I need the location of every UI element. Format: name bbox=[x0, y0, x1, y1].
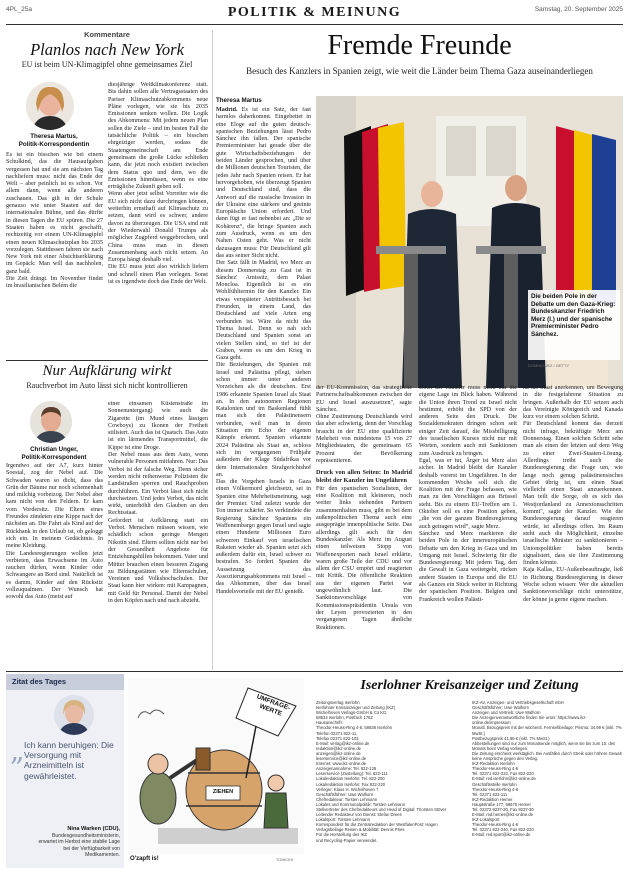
quote-author: Nina Warken (CDU), bbox=[67, 826, 120, 832]
column-separator bbox=[212, 30, 213, 670]
quote-kicker: Zitat des Tages bbox=[12, 677, 67, 686]
commentary-divider bbox=[6, 360, 208, 361]
lead-text-col3: Doch der Kanzler muss nicht nur die eigene Lage im Blick haben. Während die Union ihren Trend zu Israel nicht bestimmt, erhöht die SPD von der anderen Seite den Druck. Die Sozialdemokraten dringen schon seit einiger Zeit darauf, die Missbilligung des israelischen Kurses nicht nur mit Worten, sondern auch mit Sanktionen zum Ausdruck zu bringen. Egal, was er tut, Ärger ist Merz also sicher. In Madrid bleibt der Kanzler deshalb vorerst im Ungefähren. In der kommenden Woche soll sich die Koalition mit der Frage befassen, wie man zu den Vorschlägen aus Brüssel steht. Bis zu einem EU-Treffen am 1. Oktober soll es eine Position geben, „die von der ganzen Bundesregierung auch getragen wird“, sagte Merz. Sánchez und Merz markieren die beiden Pole in der innereuropäischen Debatte um den Krieg in Gaza und im Umgang mit Israel. Schwierig für die Bundesregierung: Mit jedem Tag, den die Gewalt in Gaza weitergeht, rücken andere Staaten in Europa und die EU als Ganzes ein Stück weiter in Richtung der spanischen Position. Belgien und Frankreich wollen Palästi- bbox=[419, 385, 517, 603]
photo-credit: DOMINGUEZ / GETTY bbox=[528, 363, 570, 368]
commentary2-headline: Nur Aufklärung wirkt bbox=[42, 363, 172, 379]
quote-author-desc: Bundesgesundheitsministerin, erwartet im Herbst eine stabile Lage bei der Verfügbarkeit von Medikamenten. bbox=[38, 833, 120, 858]
photo-caption-box bbox=[528, 290, 620, 360]
lead-dateline: Madrid. bbox=[216, 107, 238, 113]
lead-subhead: Besuch des Kanzlers in Spanien zeigt, wie weit die Länder beim Thema Gaza auseinanderliegen bbox=[246, 66, 593, 76]
commentary1-text-col2: diesjährige Weltklimakonferenz statt. Bis dahin sollen alle Vertragsstaaten des Pariser Klimaschutzabkommens neue Pläne vorlegen, wie sie bis 2035 Emissionen senken wollen. Die Logik des Abkommens: Mit jedem neuen Plan sollen die Ziele – und im besten Fall die tatsächliche Politik – ein bisschen ehrgeiziger werden, sodass die Staatengemeinschaft am Ende gemeinsam die große Lücke schließen kann, die jetzt noch existiert zwischen dem Status quo und dem, wo die Emissionen hinmüssen, wenn es eine erträgliche Zukunft geben soll. Wenn aber jetzt selbst Vorreiter wie die EU sich nicht dazu durchringen können, weiterhin ernsthaft auf Klimaschutz zu setzen, dann wird es schwer, andere davon zu überzeugen. Die USA sind mit der Wiederwahl Donald Trumps als möglicher Zugpferd weggebrochen, und China muss man in diesen Zusammenhang auch nicht setzen. An Europa hängt deshalb viel. Die EU muss jetzt also wirklich liefern und schnell einen Plan vorlegen. Sonst ist es irgendwie doch das Ende der Welt. bbox=[108, 82, 208, 286]
lead-intertitle: Druck von allen Seiten: In Madrid bleibt der Kanzler im Ungefähren bbox=[316, 469, 412, 484]
impressum-masthead: Iserlohner Kreisanzeiger und Zeitung bbox=[360, 678, 579, 693]
impressum-col2: IKZ-AV, Anzeigen- und Vertriebsgesellschaft mbH Geschäftsführer: Uwe Walhorn Anzeigen und Vertrieb: Uwe Walhorn Die Anzeigenverantwortliche finden Sie unter: https://www.ikz-online.de/impressum Monatl. Bezugspreis mit der wöchentl. Fernsehbeilage: Prisma: 34,99 € (inkl. 7% MwSt.) Postbezugspreis 41,99 € (inkl. 7% MwSt.) Abbestellungen sind nur zum Monatsende möglich, wenn sie bis zum 10. des Monats beim Verlag vorliegen. Die Zeitung erscheint werktäglich. Bei Ausfällen durch Streik oder höhere Gewalt keine Ansprüche gegen den Verlag. IKZ-Redaktion Iserlohn Theodor-Heuss-Ring 4-6 Tel. 02371 822-222, Fax 822-220 E-Mail: red.iserlohn@ikz-online.de Geschäftsstelle Iserlohn Theodor-Heuss-Ring 4-6 Tel. 02371 822-111 IKZ-Redaktion Hemer Hauptstraße 177, 58675 Hemer Tel. 02372 9237-20, Fax 9237-30 E-Mail: red.hemer@ikz-online.de IKZ-Lokalsport Theodor-Heuss-Ring 4-6 Tel. 02371 822-240, Fax 822-220 E-Mail: red.sport@ikz-online.de bbox=[472, 700, 622, 838]
bottom-section-rule bbox=[6, 671, 623, 672]
impressum-col1: Zeitungsverlag Iserlohn Iserlohner Kreisanzeiger und Zeitung (IKZ) Wichelhoven Verlags-GmbH & Co KG, 58634 Iserlohn, Postfach 1762 Hausanschrift: Theodor-Heuss-Ring 4-6, 58636 Iserlohn Telefon 02371 822-11, Telefax 02371 822-102 E-Mail: verlag@ikz-online.de redaktion@ikz-online.de anzeigen@ikz-online.de leserservice@ikz-online.de Internet: www.ikz-online.de Anzeigenannahme: Tel. 822-126 Leserservice (Zustellung): Tel. 822-111 Lokalredaktion Iserlohn: Tel. 822-200 Lokalredaktion Iserlohn: Fax 822-220 Verleger: Klaus H. Wichelhoven † Geschäftsführer: Uwe Walhorn Chefredakteur: Torsten Lehmann Lokales und Kommunalpolitik: Torsten Lehmann Stellvertreter des Chefredakteurs und Head of Digital: Thorsten Stöver Leitender Redakteur von Dienst: Stefan Drees Lokalsport: Torsten Lehmann Korrespondent für die Zentralredaktion der WestfalenPost: Hagen Verlagsbeilage Reisen & Mobilität: Dennis Pries Für die Herstellung des IKZ und Recycling-Papier verwendet. bbox=[316, 700, 447, 843]
lead-text-col2-b: Für den spanischen Sozialisten, der eine Koalition mit kleineren, noch weiter links stehenden Partnern zusammenhalten muss, gibt es bei dem außenpolitischen Thema auch eine ausgeprägte innenpolitische Seite. Das allerdings gilt auch für den Bundeskanzler. Als Merz im August einen teilweisen Stopp von Waffenexporten nach Israel erklärte, waren große Teile der CDU und vor allem der CSU empört und reagierten mit Kritik. Die öffentliche Reaktion aus der eigenen Partei war ungewöhnlich laut. Die Sanktionsvorschläge von Kommissionspräsidentin Ursula von der Leyen provozierten in den vergangenen Tagen ähnliche Reaktionen. bbox=[316, 485, 412, 631]
cartoon bbox=[128, 678, 304, 854]
lead-text-col2-a: der EU-Kommission, das strategische Partnerschaftsabkommen zwischen der EU und Israel auszusetzen", sagte Sánchez. Ohne Zustimmung Deutschlands wird das aber schwierig, denn der Vorschlag braucht in der EU eine qualifizierte Mehrheit von mindestens 15 von 27 Mitgliedstaaten, die gemeinsam 65 Prozent der Bevölkerung repräsentieren. bbox=[316, 385, 412, 464]
cartoon-credit: TOMICEK bbox=[276, 858, 294, 862]
lead-text-col1-body: Es ist ein Satz, der fast harmlos daherkommt. Eingebettet in eine Eloge auf die guten deutsch-spanischen Beziehungen lässt Pedro Sánchez ihn fallen. Der spanische Premierminister hat gerade über die gute Wirtschaftsbeziehungen der beiden Länder gesprochen, und über die Millionen deutschen Touristen, die jedes Jahr nach Spanien reisen. Er hat hervorgehoben, wie überzeugt Spanien und Deutschland sind, dass die Antwort auf die russische Invasion in der Ukraine eine stärkere und geeinte Europäische Union erfordert. Und dann fügt er fast nebenbei an: „Die se Kohärenz“, die bringe Spanien auch zum Ausdruck, wenn es um den Nahen Osten geht. Was er nicht dazusagen muss: Für Deutschland gilt das aus seiner Sicht nicht. Der Satz fällt in Madrid, wo Merz an diesem Donnerstag zu Gast ist in Sánchez' Amtssitz, dem Palast Moncloa. Eigentlich ist es ein Wohlfühltermin für den Kanzler. Ein etwas verspäteter Antrittsbesuch bei Freunden, in einem Land, das Deutschland auf viele Arten eng verbunden ist. Wäre da nicht das Thema Israel. Denn so nah sich Deutschland und Spanien sonst an vielen Stellen sind, so tief ist der Graben, wenn es um den Krieg in Gaza geht. Die Beziehungen, die Spanien mit Israel und Palästina pflegt, stehen schon immer unter anderen Vorzeichen als die deutschen. Erst 1986 erkannte Spanien Israel als Staat an. In den autonomen Regionen Katalonien und im Baskenland fühlt man sich den Palästinensern verbunden, weil man in deren Situation ein Echo der eigenen Kämpfe erkennt. Spanien erkannte 2024 Palästina als Staat an, schloss sich im vergangenen Frühjahr außerdem der Klage Südafrikas vor dem Internationalen Strafgerichtshof an. Das die Vorgehen Israels in Gaza einen Völkermord gleichsetzt, sei in Spanien eine Mehrheitsmeinung, sagt der Premier. Und zuletzt wurde der Ton immer schärfer. So verkündete die Regierung Sánchez Spaniens ein Waffenembargo gegen Israel und sagte einen Hunderte Millionen Euro schweren Einkauf von israelischen Raketen wieder ab. Spanien setzt sich außerdem dafür ein, Israel schwer zu bestrafen. So fordert Spanien die Aussetzung des Assoziierungsabkommens mit Israel – das Abkommen, über das Israel Handelsvorteile mit der EU genießt. bbox=[216, 107, 311, 595]
lead-text-col4: na als Staat anerkennen, um Bewegung in die festgefahrene Situation zu bringen. Außerhalb der EU setzen auch das Vereinigte Königreich und Kanada kurz vor einem solchen Schritt. Für Deutschland kommt das derzeit nicht infrage, bekräftigte Merz am Donnerstag. Einen solchen Schritt sehe man als einen der letzten auf dem Weg zu einer Zwei-Staaten-Lösung. Allerdings treibt auch die Bundesregierung die Frage um, wie lange noch genug palästinensisches Gebiet übrig ist, um einen Staat vielleicht einen Staat anzuerkennen. Man teilt die Sorge, ob es sich das Westjordanland zu Annexionsschritten kommt", sagte der Kanzler. Wie die Bundesregierung darauf reagieren würde, ist allerdings offen. Im Raum steht auch die Möglichkeit, einzelne israelische Minister zu sanktionieren – Unionspolitiker haben bereits signalisiert, dass sie ihre Zustimmung finden könnte. Kaja Kallas, EU-Außenbeauftragte, ließ in Richtung Bundesregierung in dieser Woche schon wissen: Wer die aktuellen Sanktionsvorschläge nicht unterstütze, der könne ja gerne eigene machen. bbox=[523, 385, 623, 603]
commentary2-subhead: Rauchverbot im Auto lässt sich nicht kontrollieren bbox=[26, 381, 188, 390]
commentary2-author-role: Politik-Korrespondent bbox=[21, 454, 87, 461]
header-rule bbox=[6, 24, 623, 25]
commentary1-headline: Planlos nach New York bbox=[30, 40, 184, 59]
commentary1-text-col1: Es ist ein bisschen wie bei einem Schulkind, das die Hausaufgaben vergessen hat und sie am nächsten Tag nachliefern muss: nicht das Ende der Welt – aber peinlich ist es schon. Vor allem dann, wenn alle anderen zuschauen. Das gilt in der Schule genauso wie unter Staaten auf der internationalen Bühne, und das dürfte in diesen Tagen die EU spüren. Die 27 Staaten haben es nicht geschafft, rechtzeitig vor einem UN-Klimagipfel einen neuen Klimaschutzplan bis 2035 vorzulegen. Stattdessen fahren sie nach New York mit einer Absichtserklärung im Gepäck: Man will das nachholen, ganz bald. Die Zeit drängt. Im November findet im brasilianischen Belém die bbox=[6, 152, 103, 290]
section-title: POLITIK & MEINUNG bbox=[227, 5, 402, 20]
cartoon-caption: O'zapft is! bbox=[130, 856, 159, 862]
lead-byline: Theresa Martus bbox=[216, 97, 262, 104]
commentary2-text-col1: Irgendwo auf der A7, kurz hinter Soestal, zog der Nebel auf. Die Schwaden waren so dicht, dass das Grün der Bäume nur noch schemenhaft und milchig vorbeizog. Der Nebel aber kam nicht von den Feldern. Er kam vom Vordersitz. Die Eltern eines Freundes zündeten eine Kippe nach der nächsten an. Die Fahrt als Kind auf der Rückbank in den Urlaub ist, ob geloggt sich ein. In meinem Gedächtnis. In meine Kleidung. Die Landesregierungen wollen jetzt verbieten, dass Erwachsene im Auto rauchen dürfen, wenn Kinder oder Schwangere an Bord sind. Natürlich ist es damm, Kinder auf den Rücksitz vollzuqualmen. Der Wunsch hat sowohl das Auto (meist auf bbox=[6, 463, 103, 601]
quote-portrait-warken bbox=[54, 695, 94, 735]
author-portrait-martus bbox=[26, 82, 74, 130]
page-code: 4PL_25a bbox=[6, 6, 33, 13]
cartoon-barrel-text: ZIEHEN bbox=[212, 789, 234, 795]
author-portrait-unger bbox=[30, 401, 72, 443]
lead-text-col2 bbox=[316, 385, 412, 667]
quote-mark-icon: „ bbox=[10, 734, 25, 767]
commentary2-text-col2: einer einsamen Küstenstraße im Sonnenuntergang) wie auch die Zigarette (im Mund eines lässigen Cowboys) zu Ikonen der Freiheit stilisiert. Auch das ist Quatsch. Das Auto ist ein lärmendes Transportmittel, die Kippe ist eine Droge. Der Nebel muss aus dem Auto, wenn vulnerable Personen mitfahren. Nur: Das Verbot ist der falsche Weg. Denn sicher werden nicht reihenweise Polizisten die Landstraßen sperren und Rauchproben durchführen. Ein Verbot lässt sich nicht durchsetzen. Und jedes Verbot, das nicht wirkt, unterhöhlt den Glauben an den Rechtsstaat. Gefordert ist Aufklärung statt ein Verbot. Menschen müssen wissen, wie schädlich schon geringe Mengen Nikotin sind. Eltern sollten nicht nur bei der Gesundheit Angebote für Entziehungshilfen bekommen. Vater und Mütter brauchen einen besseren Zugang zu Bildungsstätten wie Elternschulen, Vereinen und Volkshochschulen. Der Staat kann hier wirken: mit Kampagnen, mit Geld für Personal. Damit der Nebel in den Köpfen nach und nach abzieht. bbox=[108, 401, 208, 605]
page-date: Samstag, 20. September 2025 bbox=[534, 6, 623, 13]
lead-text-col1 bbox=[216, 107, 311, 667]
cartoon-sign-text: UMFRAGE-WERTE bbox=[255, 693, 292, 718]
photo-caption: Die beiden Pole in der Debatte um den Gaza-Krieg: Bundeskanzler Friedrich Merz (l.) und der spanische Premierminister Pedro Sánchez. bbox=[531, 293, 616, 338]
commentary1-author: Theresa Martus, bbox=[30, 133, 78, 140]
commentary-kicker: Kommentare bbox=[84, 30, 130, 39]
commentary1-subhead: EU ist beim UN-Klimagipfel ohne gemeinsames Ziel bbox=[21, 60, 193, 69]
lead-headline: Fremde Freunde bbox=[327, 30, 512, 61]
commentary1-author-role: Politik-Korrespondentin bbox=[18, 141, 90, 148]
quote-box bbox=[6, 674, 124, 868]
quote-text: Ich kann beruhigen: Die Versorgung mit Arzneimitteln ist gewährleistet. bbox=[24, 740, 114, 781]
commentary2-author: Christian Unger, bbox=[30, 446, 78, 453]
